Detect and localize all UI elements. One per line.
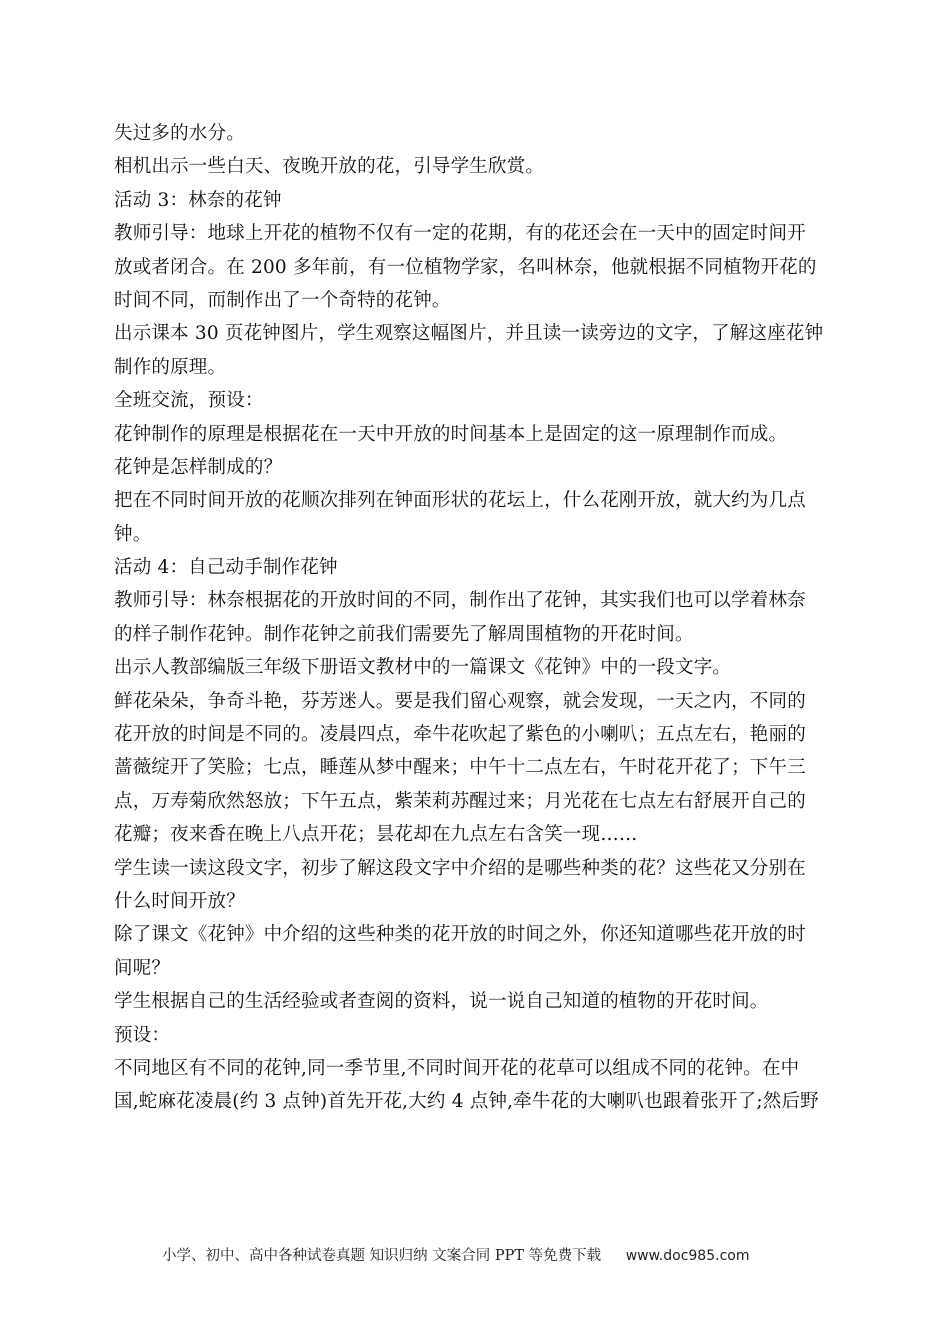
- text-line: 不同地区有不同的花钟,同一季节里,不同时间开花的花草可以组成不同的花钟。在中: [114, 1057, 800, 1079]
- text-line: 国,蛇麻花凌晨(约 3 点钟)首先开花,大约 4 点钟,牵牛花的大喇叭也跟着张开了;然后野: [114, 1091, 819, 1113]
- text-line: 放或者闭合。在 200 多年前，有一位植物学家，名叫林奈，他就根据不同植物开花的: [114, 256, 817, 278]
- footer-site-link[interactable]: www.doc985.com: [625, 1248, 750, 1264]
- text-line: 花开放的时间是不同的。凌晨四点，牵牛花吹起了紫色的小喇叭；五点左右，艳丽的: [114, 724, 806, 746]
- text-line: 点，万寿菊欣然怒放；下午五点，紫茉莉苏醒过来；月光花在七点左右舒展开自己的: [114, 790, 806, 812]
- text-line: 教师引导：地球上开花的植物不仅有一定的花期，有的花还会在一天中的固定时间开: [114, 223, 806, 245]
- text-line: 出示人教部编版三年级下册语文教材中的一篇课文《花钟》中的一段文字。: [114, 657, 732, 679]
- text-line: 间呢？: [114, 957, 171, 979]
- text-line: 钟。: [114, 523, 152, 545]
- footer-text: 小学、初中、高中各种试卷真题 知识归纳 文案合同 PPT 等免费下载: [162, 1248, 602, 1264]
- text-line: 学生读一读这段文字，初步了解这段文字中介绍的是哪些种类的花？这些花又分别在: [114, 857, 806, 879]
- section-heading: 活动 4：自己动手制作花钟: [114, 557, 338, 579]
- page-footer: [162, 1244, 802, 1268]
- text-line: 花瓣；夜来香在晚上八点开花；昙花却在九点左右含笑一现……: [114, 824, 638, 846]
- text-line: 把在不同时间开放的花顺次排列在钟面形状的花坛上，什么花刚开放，就大约为几点: [114, 490, 806, 512]
- text-line: 失过多的水分。: [114, 123, 245, 144]
- text-line: 出示课本 30 页花钟图片，学生观察这幅图片，并且读一读旁边的文字，了解这座花钟: [114, 323, 824, 345]
- text-line: 时间不同，而制作出了一个奇特的花钟。: [114, 289, 451, 311]
- text-line: 什么时间开放？: [114, 890, 245, 912]
- text-line: 学生根据自己的生活经验或者查阅的资料，说一说自己知道的植物的开花时间。: [114, 991, 769, 1013]
- text-line: 除了课文《花钟》中介绍的这些种类的花开放的时间之外，你还知道哪些花开放的时: [114, 924, 806, 946]
- text-line: 花钟制作的原理是根据花在一天中开放的时间基本上是固定的这一原理制作而成。: [114, 423, 788, 445]
- text-line: 的样子制作花钟。制作花钟之前我们需要先了解周围植物的开花时间。: [114, 623, 694, 645]
- text-line: 花钟是怎样制成的？: [114, 456, 283, 478]
- text-line: 相机出示一些白天、夜晚开放的花，引导学生欣赏。: [114, 156, 545, 178]
- text-line: 制作的原理。: [114, 356, 227, 378]
- text-line: 预设：: [114, 1024, 171, 1046]
- text-line: 蔷薇绽开了笑脸；七点，睡莲从梦中醒来；中午十二点左右，午时花开花了；下午三: [114, 757, 806, 779]
- body-text: [114, 117, 838, 1119]
- text-line: 全班交流，预设：: [114, 390, 264, 412]
- section-heading: 活动 3：林奈的花钟: [114, 189, 282, 211]
- text-line: 教师引导：林奈根据花的开放时间的不同，制作出了花钟，其实我们也可以学着林奈: [114, 590, 806, 612]
- text-line: 鲜花朵朵，争奇斗艳，芬芳迷人。要是我们留心观察，就会发现，一天之内，不同的: [114, 690, 806, 712]
